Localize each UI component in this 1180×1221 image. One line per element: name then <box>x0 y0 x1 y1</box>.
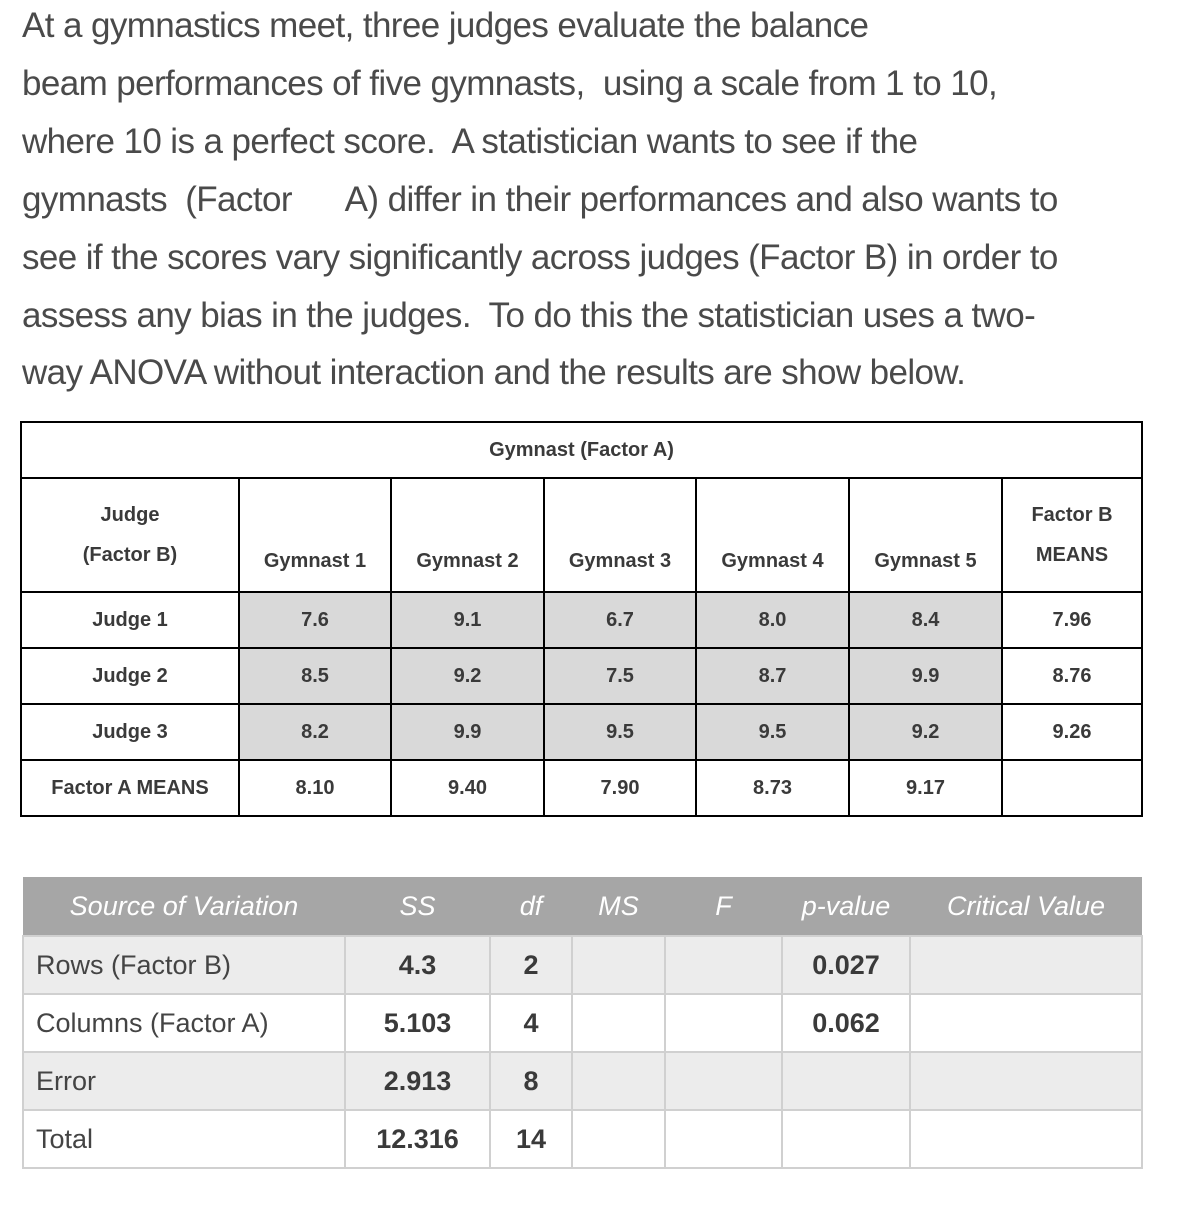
score-cell: 8.7 <box>696 648 849 704</box>
df-cell: 14 <box>490 1110 572 1168</box>
gymnast-score-table <box>20 421 1143 817</box>
paragraph-line: beam performances of five gymnasts, using a scale from 1 to 10, <box>22 64 998 103</box>
score-cell: 6.7 <box>544 592 696 648</box>
column-mean-cell: 9.40 <box>391 760 544 816</box>
paragraph-line: At a gymnastics meet, three judges evaluate the balance <box>22 6 869 45</box>
factor-b-means-header <box>1002 478 1142 592</box>
row-mean-cell: 8.76 <box>1002 648 1142 704</box>
f-cell <box>665 994 782 1052</box>
source-cell: Error <box>23 1052 345 1110</box>
f-cell <box>665 936 782 994</box>
column-mean-cell: 9.17 <box>849 760 1002 816</box>
anova-row <box>23 1110 1142 1168</box>
row-label: Factor A MEANS <box>21 760 239 816</box>
column-mean-cell: 8.10 <box>239 760 391 816</box>
anova-header: p-value <box>782 877 910 936</box>
column-header: Gymnast 1 <box>239 478 391 592</box>
row-label: Judge 3 <box>21 704 239 760</box>
ss-cell: 5.103 <box>345 994 490 1052</box>
table-row <box>21 648 1142 704</box>
anova-header: MS <box>572 877 665 936</box>
anova-row <box>23 994 1142 1052</box>
column-header: Gymnast 2 <box>391 478 544 592</box>
means-header-line1: Factor B <box>1031 504 1113 526</box>
row-mean-cell: 9.26 <box>1002 704 1142 760</box>
source-cell: Total <box>23 1110 345 1168</box>
anova-header: SS <box>345 877 490 936</box>
header-row <box>21 478 1142 592</box>
means-header-line2: MEANS <box>1035 544 1109 566</box>
df-cell: 8 <box>490 1052 572 1110</box>
p-value-cell: 0.062 <box>782 994 910 1052</box>
anova-row <box>23 1052 1142 1110</box>
anova-table <box>22 877 1143 1169</box>
p-value-cell <box>782 1052 910 1110</box>
score-cell: 9.1 <box>391 592 544 648</box>
df-cell: 2 <box>490 936 572 994</box>
corner-header-line2: (Factor B) <box>82 544 178 566</box>
column-mean-cell: 7.90 <box>544 760 696 816</box>
source-cell: Columns (Factor A) <box>23 994 345 1052</box>
table-row <box>21 592 1142 648</box>
table-row <box>21 704 1142 760</box>
ss-cell: 2.913 <box>345 1052 490 1110</box>
score-cell: 7.6 <box>239 592 391 648</box>
score-cell: 9.5 <box>696 704 849 760</box>
corner-header-line1: Judge <box>100 504 160 526</box>
score-cell: 9.9 <box>849 648 1002 704</box>
f-cell <box>665 1052 782 1110</box>
score-cell: 7.5 <box>544 648 696 704</box>
paragraph-line: see if the scores vary significantly across judges (Factor B) in order to <box>22 238 1058 277</box>
table-title: Gymnast (Factor A) <box>21 422 1142 478</box>
critical-value-cell <box>910 936 1142 994</box>
score-cell: 8.2 <box>239 704 391 760</box>
factor-a-means-row <box>21 760 1142 816</box>
column-header: Gymnast 5 <box>849 478 1002 592</box>
score-cell: 8.0 <box>696 592 849 648</box>
score-cell: 9.9 <box>391 704 544 760</box>
anova-header: Source of Variation <box>23 877 345 936</box>
critical-value-cell <box>910 994 1142 1052</box>
paragraph-line: where 10 is a perfect score. A statistician wants to see if the <box>22 122 918 161</box>
f-cell <box>665 1110 782 1168</box>
column-header: Gymnast 3 <box>544 478 696 592</box>
row-label: Judge 2 <box>21 648 239 704</box>
critical-value-cell <box>910 1052 1142 1110</box>
row-mean-cell: 7.96 <box>1002 592 1142 648</box>
ss-cell: 12.316 <box>345 1110 490 1168</box>
anova-header: F <box>665 877 782 936</box>
paragraph-line: assess any bias in the judges. To do this the statistician uses a two- <box>22 296 1036 335</box>
ms-cell <box>572 994 665 1052</box>
paragraph-line: gymnasts (Factor A) differ in their performances and also wants to <box>22 180 1058 219</box>
column-header: Gymnast 4 <box>696 478 849 592</box>
ms-cell <box>572 1052 665 1110</box>
ms-cell <box>572 1110 665 1168</box>
p-value-cell <box>782 1110 910 1168</box>
p-value-cell: 0.027 <box>782 936 910 994</box>
score-cell: 9.5 <box>544 704 696 760</box>
ms-cell <box>572 936 665 994</box>
ss-cell: 4.3 <box>345 936 490 994</box>
critical-value-cell <box>910 1110 1142 1168</box>
df-cell: 4 <box>490 994 572 1052</box>
empty-cell <box>1002 760 1142 816</box>
anova-header: df <box>490 877 572 936</box>
row-label: Judge 1 <box>21 592 239 648</box>
score-cell: 9.2 <box>391 648 544 704</box>
anova-header-row <box>23 877 1142 936</box>
corner-header <box>21 478 239 592</box>
paragraph-line: way ANOVA without interaction and the results are show below. <box>22 353 966 392</box>
score-cell: 8.5 <box>239 648 391 704</box>
score-cell: 8.4 <box>849 592 1002 648</box>
anova-header: Critical Value <box>910 877 1142 936</box>
column-mean-cell: 8.73 <box>696 760 849 816</box>
source-cell: Rows (Factor B) <box>23 936 345 994</box>
anova-row <box>23 936 1142 994</box>
score-cell: 9.2 <box>849 704 1002 760</box>
